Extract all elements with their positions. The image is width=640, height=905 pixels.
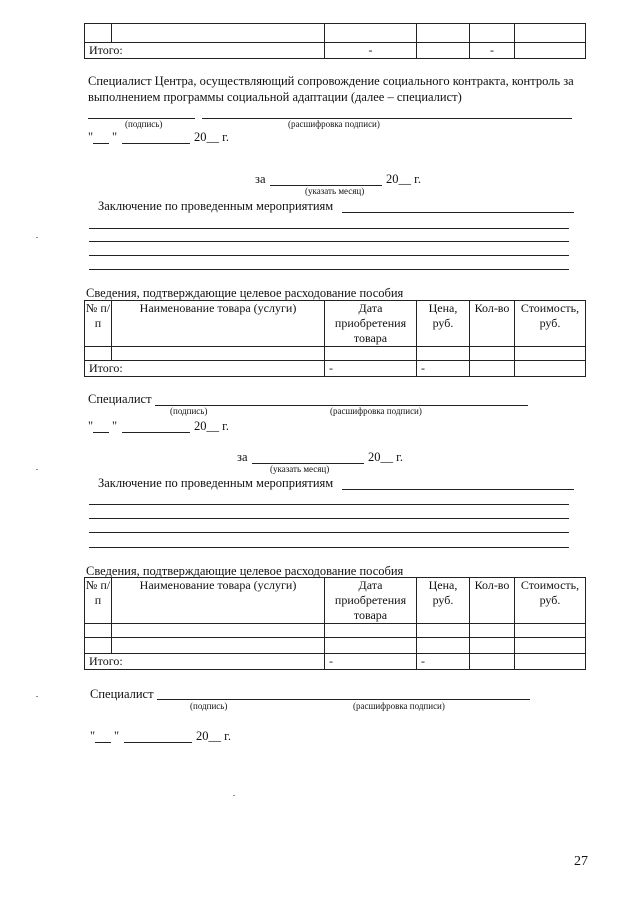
table-header-row xyxy=(85,301,586,347)
date-month-line xyxy=(122,143,190,144)
price-total: - xyxy=(325,361,417,377)
info-title: Сведения, подтверждающие целевое расходование пособия xyxy=(86,286,404,300)
month-caption: (указать месяц) xyxy=(270,464,330,474)
conclusion-line xyxy=(89,547,569,548)
expense-table xyxy=(84,300,586,377)
conclusion-label: Заключение по проведенным мероприятиям xyxy=(98,476,334,490)
date-quote-open: " xyxy=(88,419,94,433)
total-label: Итого: xyxy=(85,361,325,377)
date-month-line xyxy=(122,432,190,433)
col-number-header: № п/п xyxy=(85,578,112,624)
month-caption: (указать месяц) xyxy=(305,186,365,196)
date-quote-open: " xyxy=(88,130,94,144)
scan-speck xyxy=(36,237,38,238)
signature-caption: (подпись) xyxy=(190,701,228,711)
decoding-line xyxy=(202,118,572,119)
table-row xyxy=(85,24,586,43)
table-header-row xyxy=(85,578,586,624)
date-year: 20__ г. xyxy=(194,130,229,144)
conclusion-line xyxy=(89,269,569,270)
conclusion-line xyxy=(342,489,574,490)
scan-speck xyxy=(36,696,38,697)
conclusion-line xyxy=(89,504,569,505)
period-prefix: за xyxy=(255,172,266,186)
price-total: - xyxy=(325,654,417,670)
date-day-line xyxy=(95,742,111,743)
scan-speck xyxy=(36,469,38,470)
qty-total: - xyxy=(417,361,470,377)
date-year: 20__ г. xyxy=(196,729,231,743)
specialist-label: Специалист xyxy=(90,687,154,701)
period-year: 20__ г. xyxy=(368,450,403,464)
conclusion-label: Заключение по проведенным мероприятиям xyxy=(98,199,334,213)
col-number-header: № п/п xyxy=(85,301,112,347)
conclusion-line xyxy=(89,532,569,533)
period-prefix: за xyxy=(237,450,248,464)
date-month-line xyxy=(124,742,192,743)
decoding-caption: (расшифровка подписи) xyxy=(330,406,422,416)
decoding-caption: (расшифровка подписи) xyxy=(353,701,445,711)
specialist-label: Специалист xyxy=(88,392,152,406)
col-qty-header: Кол-во xyxy=(470,301,515,347)
top-table-fragment xyxy=(84,23,586,59)
signature-line xyxy=(157,699,530,700)
table-row xyxy=(85,638,586,654)
total-label: Итого: xyxy=(85,654,325,670)
date-quote-close: " xyxy=(112,419,118,433)
date-day-line xyxy=(93,143,109,144)
col-cost-header: Стоимость, руб. xyxy=(515,301,586,347)
conclusion-line xyxy=(89,518,569,519)
col-price-header: Цена, руб. xyxy=(417,301,470,347)
col-name-header: Наименование товара (услуги) xyxy=(112,301,325,347)
col-name-header: Наименование товара (услуги) xyxy=(112,578,325,624)
date-quote-close: " xyxy=(114,729,120,743)
decoding-caption: (расшифровка подписи) xyxy=(288,119,380,129)
qty-total: - xyxy=(470,43,515,59)
col-price-header: Цена, руб. xyxy=(417,578,470,624)
date-quote-close: " xyxy=(112,130,118,144)
expense-table xyxy=(84,577,586,670)
date-year: 20__ г. xyxy=(194,419,229,433)
page-number: 27 xyxy=(574,854,588,869)
price-total: - xyxy=(325,43,417,59)
date-quote-open: " xyxy=(90,729,96,743)
date-day-line xyxy=(93,432,109,433)
total-row xyxy=(85,43,586,59)
col-date-header: Дата приобретения товара xyxy=(325,578,417,624)
table-row xyxy=(85,347,586,361)
info-title: Сведения, подтверждающие целевое расходование пособия xyxy=(86,564,404,578)
specialist-text-line-1: Специалист Центра, осуществляющий сопровождение социального контракта, контроль за xyxy=(88,74,574,88)
conclusion-line xyxy=(89,255,569,256)
signature-caption: (подпись) xyxy=(125,119,163,129)
conclusion-line xyxy=(89,228,569,229)
signature-caption: (подпись) xyxy=(170,406,208,416)
total-row xyxy=(85,654,586,670)
conclusion-line xyxy=(89,241,569,242)
table-row xyxy=(85,624,586,638)
period-year: 20__ г. xyxy=(386,172,421,186)
col-date-header: Дата приобретения товара xyxy=(325,301,417,347)
col-cost-header: Стоимость, руб. xyxy=(515,578,586,624)
scan-speck xyxy=(233,795,235,796)
qty-total: - xyxy=(417,654,470,670)
total-row xyxy=(85,361,586,377)
conclusion-line xyxy=(342,212,574,213)
total-label: Итого: xyxy=(85,43,325,59)
specialist-text-line-2: выполнением программы социальной адаптации (далее – специалист) xyxy=(88,90,462,104)
col-qty-header: Кол-во xyxy=(470,578,515,624)
